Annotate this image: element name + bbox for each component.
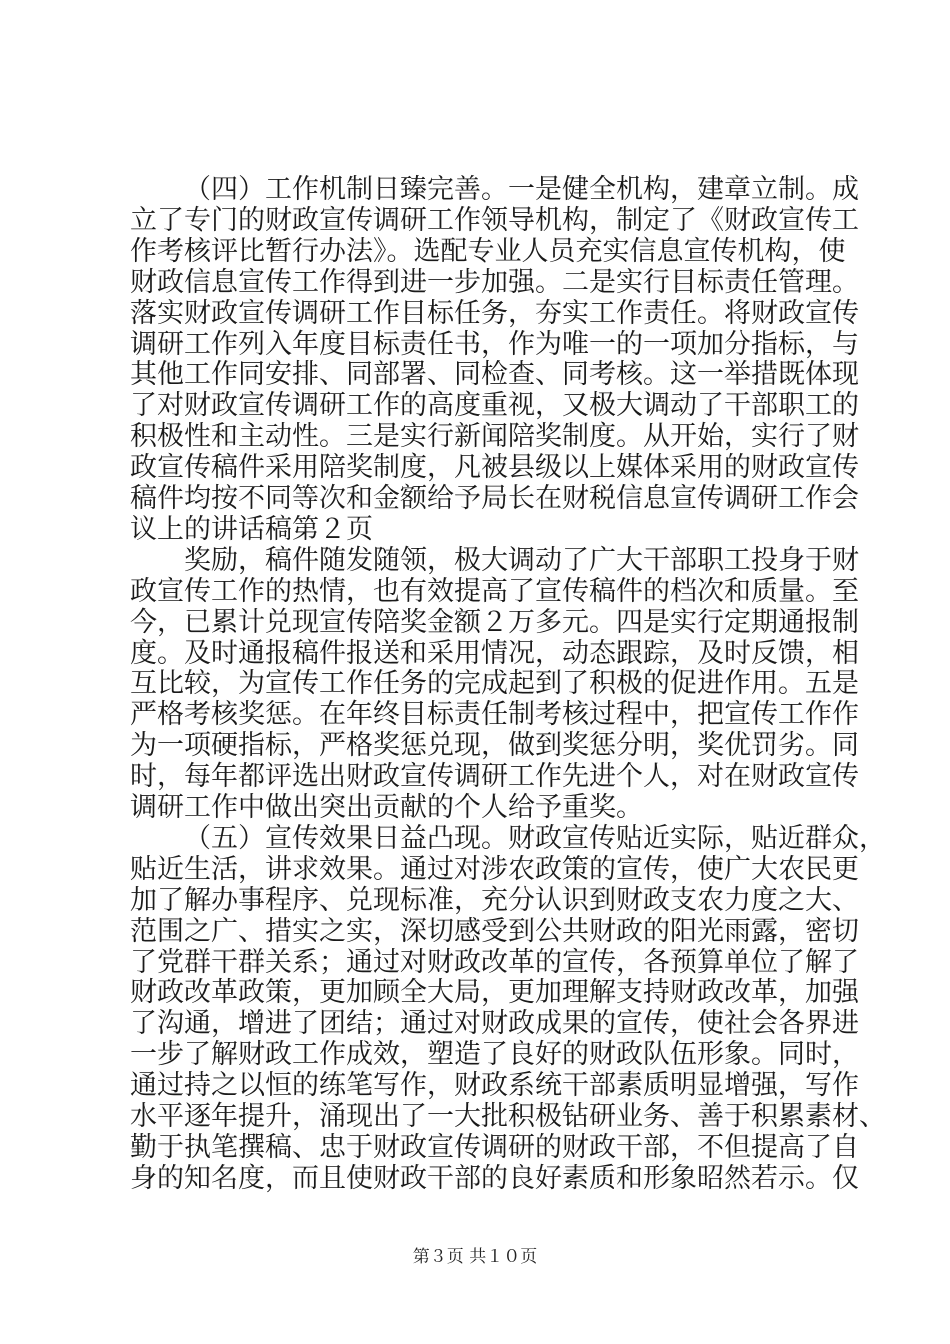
paragraph-line: 落实财政宣传调研工作目标任务，夯实工作责任。将财政宣传 xyxy=(130,297,859,329)
paragraph-line: 了党群干群关系；通过对财政改革的宣传，各预算单位了解了 xyxy=(130,946,859,978)
paragraph-line: （五）宣传效果日益凸现。财政宣传贴近实际，贴近群众， xyxy=(184,822,886,854)
paragraph-line: 水平逐年提升，涌现出了一大批积极钻研业务、善于积累素材、 xyxy=(130,1101,886,1132)
paragraph-line: 政宣传稿件采用陪奖制度，凡被县级以上媒体采用的财政宣传 xyxy=(130,452,859,484)
paragraph-line: 严格考核奖惩。在年终目标责任制考核过程中，把宣传工作作 xyxy=(130,699,859,731)
paragraph-line: 今，已累计兑现宣传陪奖金额２万多元。四是实行定期通报制 xyxy=(130,606,859,638)
paragraph-line: 勤于执笔撰稿、忠于财政宣传调研的财政干部，不但提高了自 xyxy=(130,1131,859,1163)
paragraph-line: 议上的讲话稿第２页 xyxy=(130,513,373,545)
paragraph-line: 加了解办事程序、兑现标准，充分认识到财政支农力度之大、 xyxy=(130,884,859,916)
page-footer: 第３页 共１０页 xyxy=(412,1247,538,1267)
paragraph-line: 为一项硬指标，严格奖惩兑现，做到奖惩分明，奖优罚劣。同 xyxy=(130,730,859,762)
paragraph-line: 奖励，稿件随发随领，极大调动了广大干部职工投身于财 xyxy=(184,544,859,576)
paragraph-line: 身的知名度，而且使财政干部的良好素质和形象昭然若示。仅 xyxy=(130,1162,859,1194)
paragraph-line: 其他工作同安排、同部署、同检查、同考核。这一举措既体现 xyxy=(130,359,859,391)
paragraph-line: 了对财政宣传调研工作的高度重视，又极大调动了干部职工的 xyxy=(130,390,859,422)
paragraph-line: 作考核评比暂行办法》。选配专业人员充实信息宣传机构，使 xyxy=(130,235,846,267)
paragraph-line: 稿件均按不同等次和金额给予局长在财税信息宣传调研工作会 xyxy=(130,483,859,514)
paragraph-line: 了沟通，增进了团结；通过对财政成果的宣传，使社会各界进 xyxy=(130,1008,859,1040)
paragraph-line: 一步了解财政工作成效，塑造了良好的财政队伍形象。同时， xyxy=(130,1039,859,1071)
paragraph-line: 政宣传工作的热情，也有效提高了宣传稿件的档次和质量。至 xyxy=(130,575,859,607)
paragraph-line: 调研工作列入年度目标责任书，作为唯一的一项加分指标，与 xyxy=(130,328,859,360)
paragraph-line: 财政改革政策，更加顾全大局，更加理解支持财政改革，加强 xyxy=(130,977,859,1009)
paragraph-line: （四）工作机制日臻完善。一是健全机构，建章立制。成 xyxy=(184,174,859,205)
paragraph-line: 立了专门的财政宣传调研工作领导机构，制定了《财政宣传工 xyxy=(130,204,859,236)
paragraph-line: 调研工作中做出突出贡献的个人给予重奖。 xyxy=(130,792,643,823)
paragraph-line: 时，每年都评选出财政宣传调研工作先进个人，对在财政宣传 xyxy=(130,761,859,793)
paragraph-line: 度。及时通报稿件报送和采用情况，动态跟踪，及时反馈，相 xyxy=(130,637,859,669)
paragraph-line: 通过持之以恒的练笔写作，财政系统干部素质明显增强，写作 xyxy=(130,1070,859,1102)
paragraph-line: 互比较，为宣传工作任务的完成起到了积极的促进作用。五是 xyxy=(130,668,859,700)
paragraph-line: 贴近生活，讲求效果。通过对涉农政策的宣传，使广大农民更 xyxy=(130,853,859,885)
paragraph-line: 积极性和主动性。三是实行新闻陪奖制度。从开始，实行了财 xyxy=(130,421,859,453)
paragraph-line: 财政信息宣传工作得到进一步加强。二是实行目标责任管理。 xyxy=(130,266,859,298)
paragraph-line: 范围之广、措实之实，深切感受到公共财政的阳光雨露，密切 xyxy=(130,915,859,947)
